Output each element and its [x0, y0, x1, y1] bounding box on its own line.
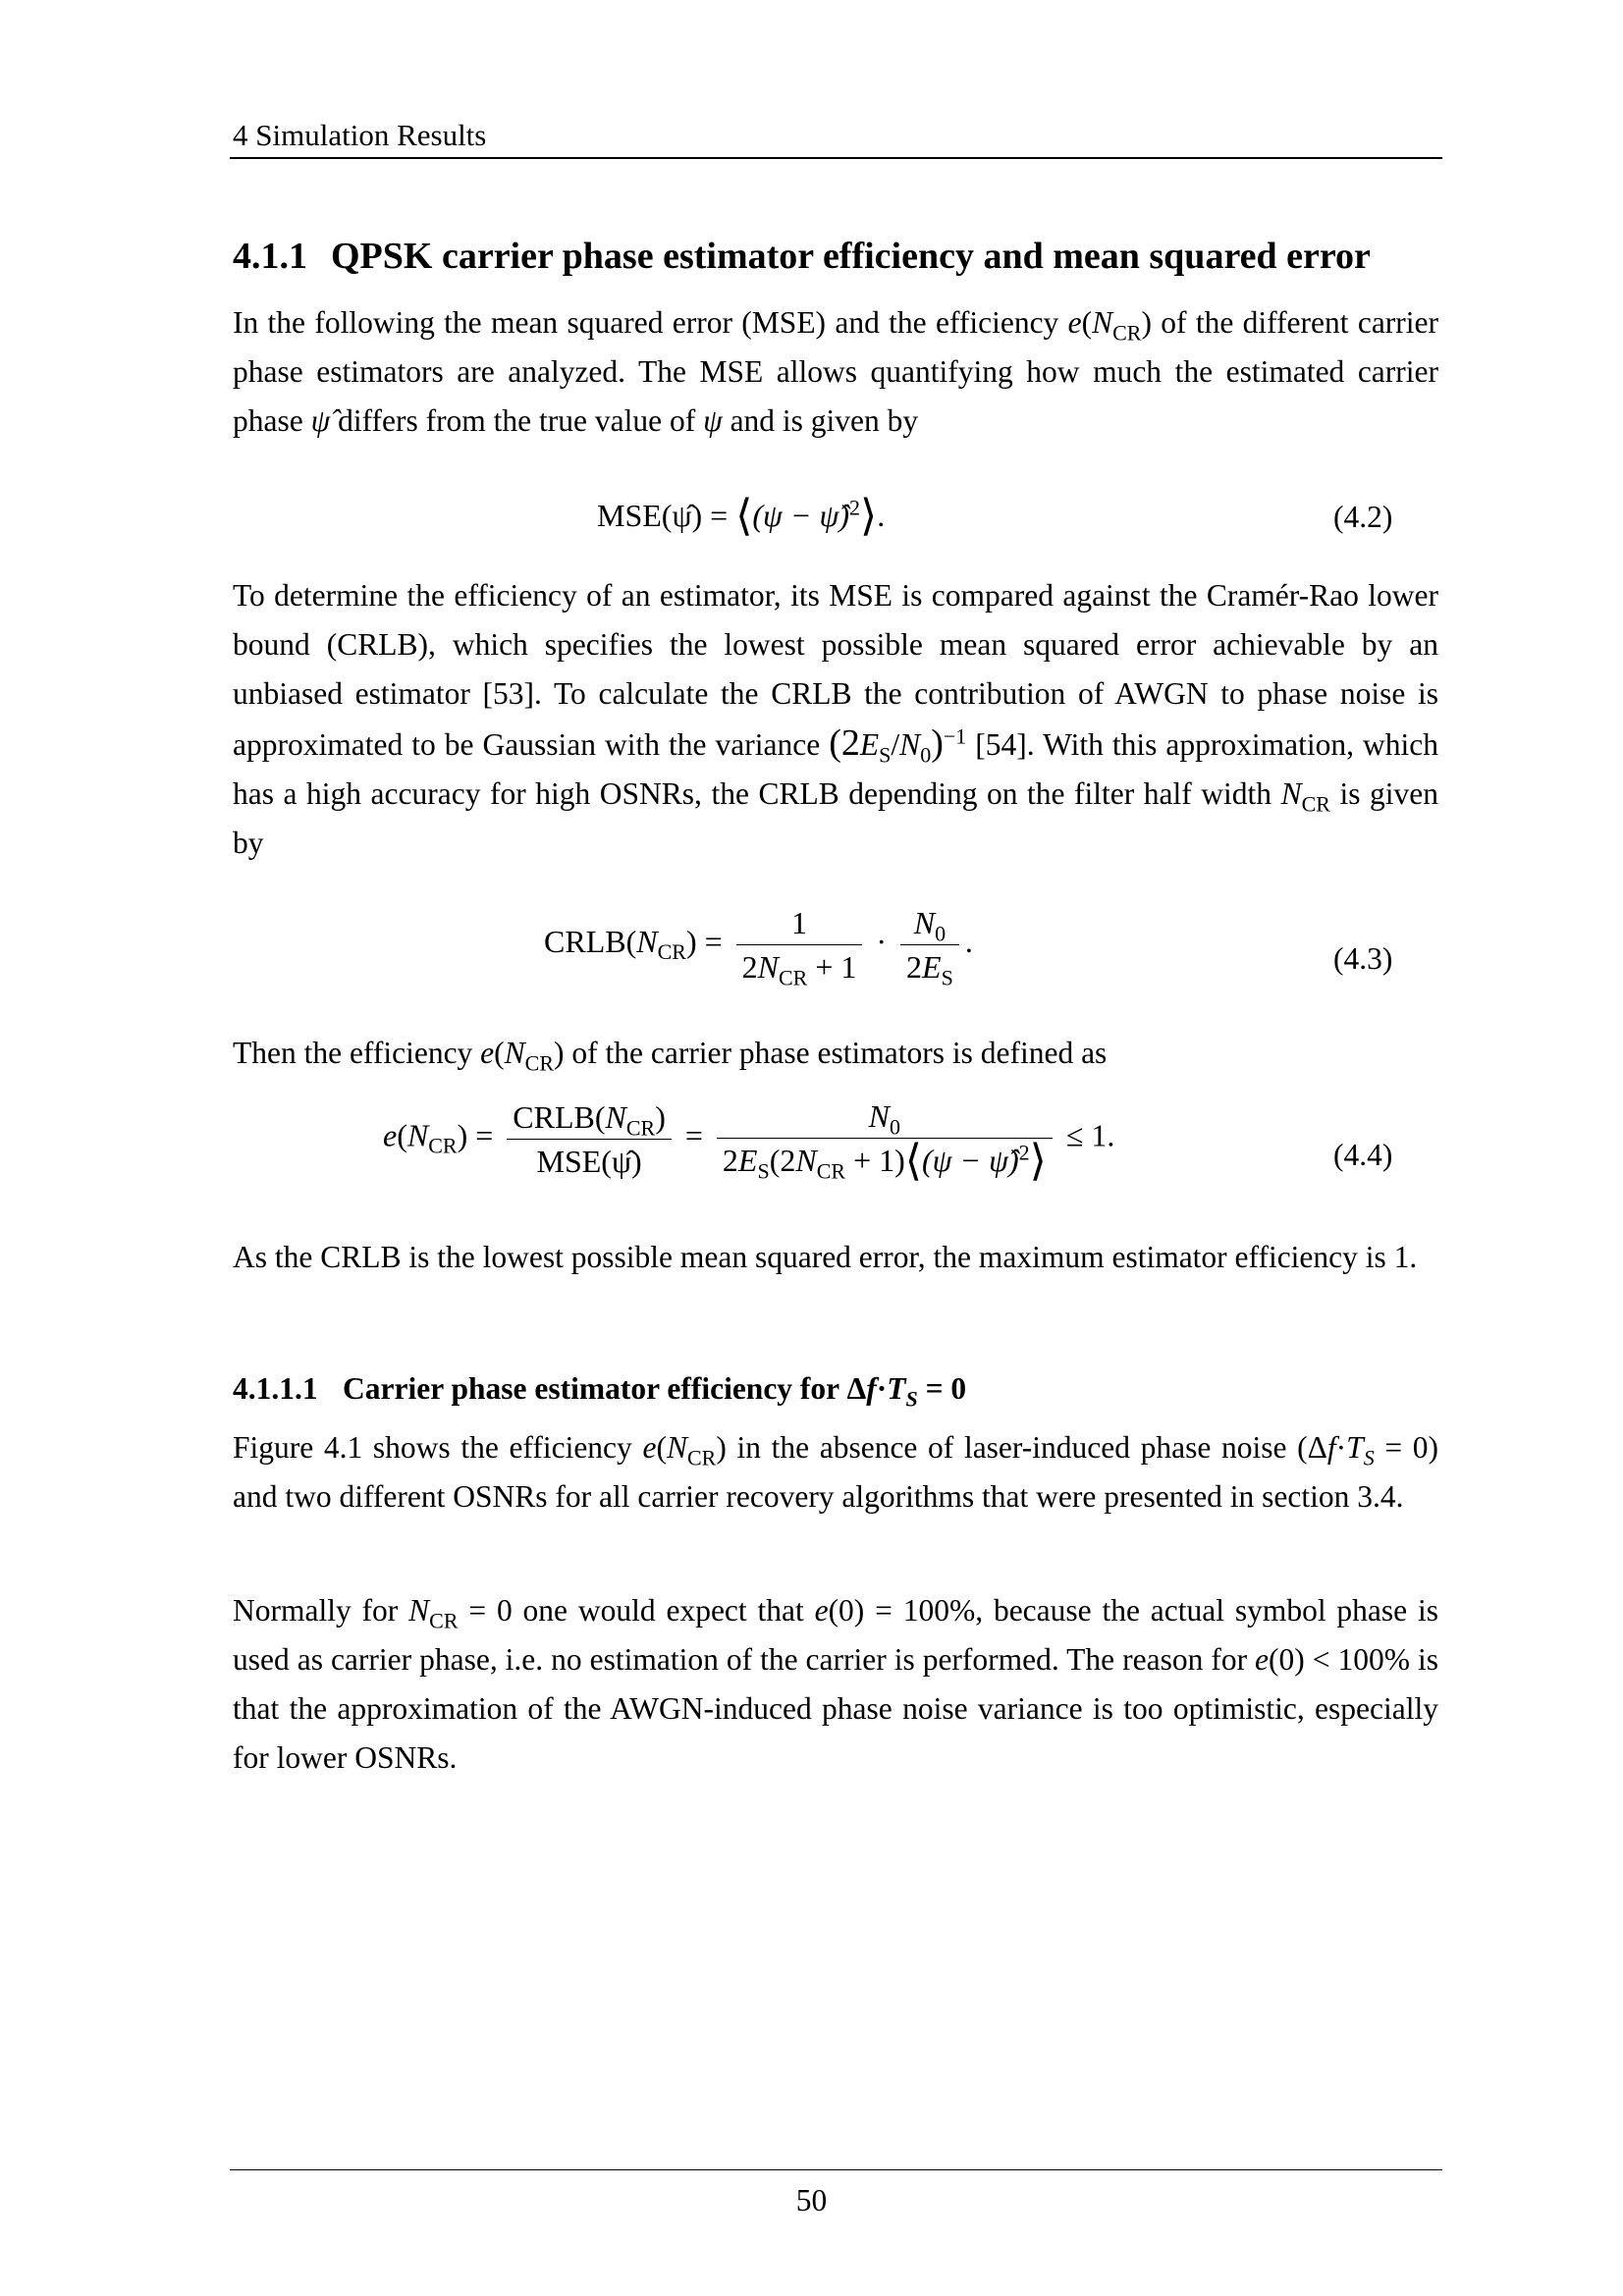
- subsubsection-number: 4.1.1.1: [233, 1371, 318, 1406]
- paragraph-mse-intro: In the following the mean squared error (MSE) and the efficiency $e(N_{CR})$ of the different carrier phase estimators are analyzed. The MSE allows quantifying how much the estimated carrier phase ψ̂ differs from the true value of ψ and is given by: [233, 305, 1438, 438]
- header-rule: [230, 157, 1442, 159]
- efficiency-fraction-1: $\frac{CRLB(N_{CR})}{\text{MSE(ψ̂)}}$: [507, 1097, 672, 1181]
- paragraph-crlb: To determine the efficiency of an estimator, its MSE is compared against the Cramér-Rao lower bound (CRLB), which specifies the lowest possible mean squared error achievable by an unbiased estimator [53]. To calculate the CRLB the contribution of AWGN to phase noise is approximated to be Gaussian with the variance $(2E_S/N_0)^{-1}$ [54]. With this approximation, which has a high accuracy for high OSNRs, the CRLB depending on the filter half width $N_{CR}$ is given by: [233, 578, 1439, 860]
- equation-4-4: $e(N_{CR})$ = $\frac{CRLB(N_{CR})}{\text{MSE(ψ̂)}}$ = $\frac{N_0}{2E_S(2N_{CR} + 1)⟨(\psi - \psî)^2⟩}$ ≤ 1.: [383, 1098, 1115, 1185]
- footer-rule: [230, 2169, 1442, 2170]
- section-number: 4.1.1: [233, 236, 307, 277]
- crlb-fraction-2: $\frac{N_0}{2E_S}$: [900, 903, 959, 987]
- page-number: 50: [795, 2183, 828, 2217]
- equation-4-3: $CRLB(N_{CR})$ = $\frac{1}{2N_{CR} + 1}$ · $\frac{N_0}{2E_S}$ .: [544, 905, 973, 990]
- section-heading: [233, 232, 1450, 281]
- paragraph-ncr-zero: Normally for $N_{CR} = 0$ one would expect that e(0) = 100%, because the actual symbol phase is used as carrier phase, i.e. no estimation of the carrier is performed. The reason for e(0) < 100% is that the approximation of the AWGN-induced phase noise variance is too optimistic, especially for lower OSNRs.: [233, 1593, 1438, 1775]
- paragraph-max-efficiency: As the CRLB is the lowest possible mean squared error, the maximum estimator efficiency is 1.: [233, 1240, 1418, 1274]
- equation-4-2: MSE(ψ̂) = ⟨(ψ − ψ̂)$^2$⟩.: [597, 492, 886, 540]
- equation-number-4-2: (4.2): [1333, 500, 1393, 534]
- equation-number-4-4: (4.4): [1333, 1138, 1393, 1172]
- equation-number-4-3: (4.3): [1333, 941, 1393, 976]
- running-head: 4 Simulation Results: [233, 118, 487, 152]
- paragraph-efficiency-def: Then the efficiency $e(N_{CR})$ of the carrier phase estimators is defined as: [233, 1036, 1108, 1076]
- subsubsection-heading: 4.1.1.1 Carrier phase estimator efficiency for $\Delta f\cdot T_S = 0$: [233, 1364, 1438, 1414]
- crlb-fraction-1: $\frac{1}{2N_{CR} + 1}$: [736, 903, 863, 987]
- section-title: QPSK carrier phase estimator efficiency and mean squared error: [331, 236, 1371, 277]
- efficiency-fraction-2: $\frac{N_0}{2E_S(2N_{CR} + 1)⟨(\psi - \psî)^2⟩}$: [717, 1096, 1053, 1181]
- paragraph-figure-4-1: Figure 4.1 shows the efficiency $e(N_{CR})$ in the absence of laser-induced phase noise $(\Delta f\cdot T_S = 0)$ and two different OSNRs for all carrier recovery algorithms that were presented in section 3.4.: [233, 1430, 1438, 1514]
